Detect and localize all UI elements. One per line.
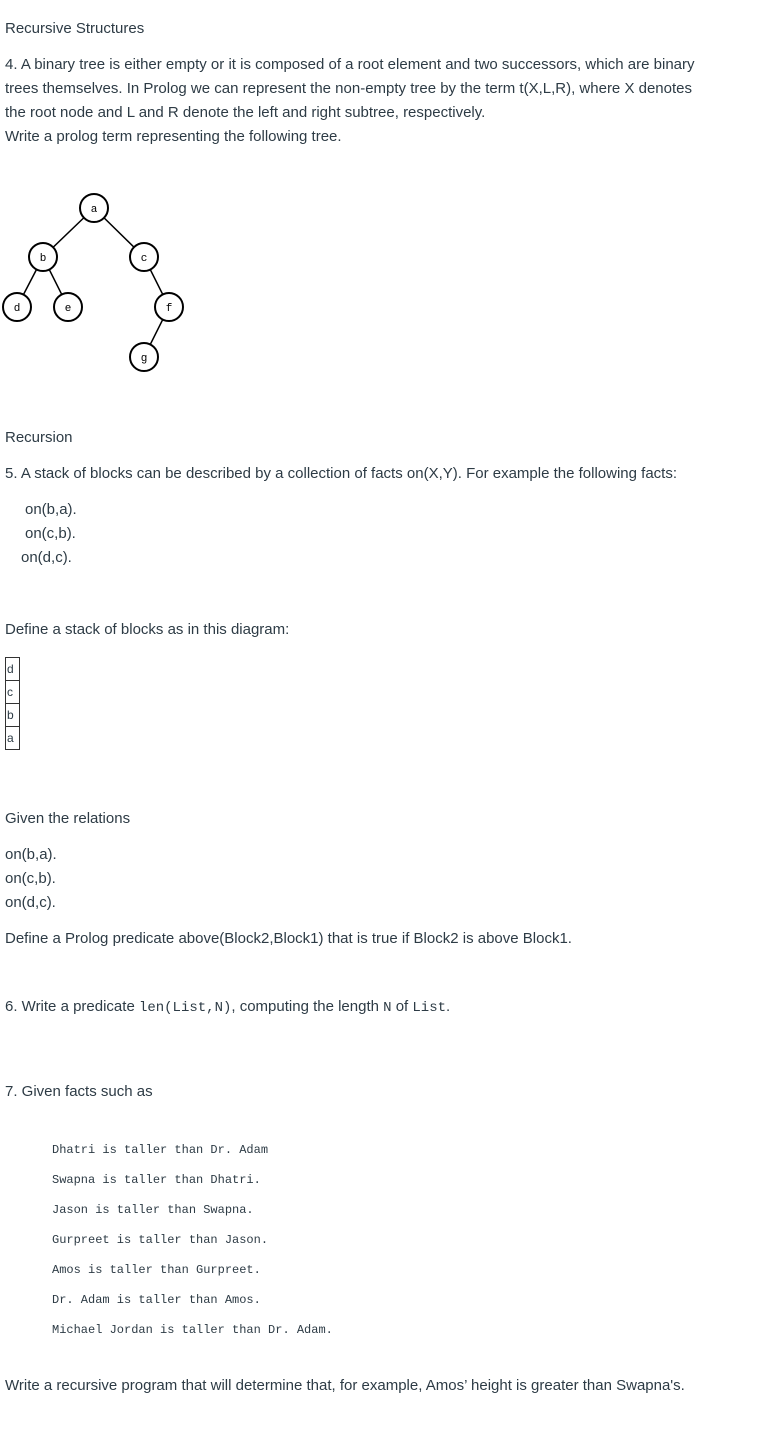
section-heading-recursive-structures: Recursive Structures xyxy=(5,20,145,37)
block-a: a xyxy=(7,731,14,745)
svg-text:c: c xyxy=(140,253,148,265)
tree-node-e xyxy=(54,293,82,321)
q6-end: . xyxy=(446,998,451,1015)
q4-text-line-3: the root node and L and R denote the left and right subtree, respectively. xyxy=(5,104,486,121)
q7-task: Write a recursive program that will determine that, for example, Amos’ height is greater than Swapna's. xyxy=(5,1377,685,1394)
block-d: d xyxy=(6,658,19,681)
fact-line: on(d,c). xyxy=(21,549,72,566)
q6-code-list: List xyxy=(412,1000,447,1016)
svg-text:a: a xyxy=(90,204,98,216)
relation-line: on(c,b). xyxy=(5,870,56,887)
tree-node-f xyxy=(155,293,183,321)
relation-line: on(d,c). xyxy=(5,894,56,911)
q6-text xyxy=(5,998,450,1016)
tree-node-a xyxy=(80,194,108,222)
q6-of: of xyxy=(391,998,413,1015)
tree-node-c xyxy=(130,243,158,271)
q4-text-line-2: trees themselves. In Prolog we can represent the non-empty tree by the term t(X,L,R), where X denotes xyxy=(5,80,692,97)
fact-line: on(c,b). xyxy=(25,525,76,542)
tree-node-d xyxy=(3,293,31,321)
fact-line: on(b,a). xyxy=(25,501,77,518)
q4-text-line-1: 4. A binary tree is either empty or it is composed of a root element and two successors, which are binary xyxy=(5,56,695,73)
define-above-text: Define a Prolog predicate above(Block2,Block1) that is true if Block2 is above Block1. xyxy=(5,930,572,947)
svg-text:d: d xyxy=(13,303,21,315)
svg-text:e: e xyxy=(64,303,72,315)
block-b: b xyxy=(6,704,19,727)
q6-middle: , computing the length xyxy=(231,998,384,1015)
block-c: c xyxy=(6,681,19,704)
define-stack-text: Define a stack of blocks as in this diagram: xyxy=(5,621,290,638)
svg-text:b: b xyxy=(39,253,47,265)
q6-prefix: 6. Write a predicate xyxy=(5,998,139,1015)
relation-line: on(b,a). xyxy=(5,846,57,863)
q7-fact-line: Dhatri is taller than Dr. Adam xyxy=(52,1143,269,1157)
svg-text:g: g xyxy=(140,353,148,365)
q6-code-n: N xyxy=(383,1000,392,1016)
tree-node-g xyxy=(130,343,158,371)
q7-intro: 7. Given facts such as xyxy=(5,1083,153,1100)
section-heading-recursion: Recursion xyxy=(5,429,73,446)
q7-fact-line: Amos is taller than Gurpreet. xyxy=(52,1263,261,1277)
q5-intro: 5. A stack of blocks can be described by a collection of facts on(X,Y). For example the following facts: xyxy=(5,465,678,482)
q4-text-line-4: Write a prolog term representing the following tree. xyxy=(5,128,342,145)
given-relations-text: Given the relations xyxy=(5,810,131,827)
q7-fact-line: Dr. Adam is taller than Amos. xyxy=(52,1293,261,1307)
q7-fact-line: Michael Jordan is taller than Dr. Adam. xyxy=(52,1323,333,1337)
binary-tree-diagram xyxy=(0,190,200,380)
q6-code-len: len(List,N) xyxy=(138,1000,232,1016)
q7-fact-line: Gurpreet is taller than Jason. xyxy=(52,1233,269,1247)
block-stack-diagram xyxy=(5,657,20,750)
tree-node-b xyxy=(29,243,57,271)
q7-fact-line: Jason is taller than Swapna. xyxy=(52,1203,254,1217)
svg-text:f: f xyxy=(165,303,173,315)
q7-fact-line: Swapna is taller than Dhatri. xyxy=(52,1173,261,1187)
